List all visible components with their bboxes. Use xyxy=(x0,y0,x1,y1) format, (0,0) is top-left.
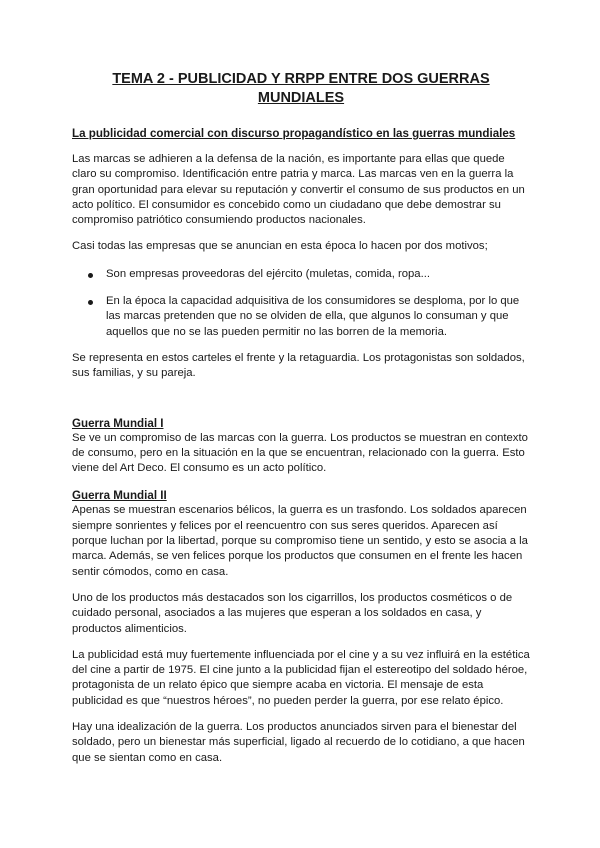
gm2-paragraph-2: Uno de los productos más destacados son los cigarrillos, los productos cosméticos o de cuidado personal, asociados a las mujeres que esperan a los soldados en casa, y productos alimenticios. xyxy=(72,591,513,635)
motives-lead: Casi todas las empresas que se anuncian en esta época lo hacen por dos motivos; xyxy=(72,240,488,253)
list-item-text: En la época la capacidad adquisitiva de los consumidores se desploma, por lo que las marcas pretenden que no se olviden de ella, que algunos lo consuman y que aquellos que no se las pueden permitir no las borren de la memoria. xyxy=(106,295,520,338)
motives-list xyxy=(72,267,530,340)
carteles-paragraph: Se representa en estos carteles el frente y la retaguardia. Los protagonistas son soldados, sus familias, y su pareja. xyxy=(72,351,525,380)
gm2-heading: Guerra Mundial II xyxy=(72,489,167,503)
list-item xyxy=(106,294,530,340)
document-title: TEMA 2 - PUBLICIDAD Y RRPP ENTRE DOS GUERRAS MUNDIALES xyxy=(112,71,490,106)
bullet-icon xyxy=(88,273,93,278)
bullet-icon xyxy=(88,300,93,305)
list-item xyxy=(106,267,530,282)
gm1-paragraph: Se ve un compromiso de las marcas con la guerra. Los productos se muestran en contexto de consumo, pero en la situación en la que se encuentran, relacionado con la guerra. Esto viene del Art Deco. El consumo es un acto político. xyxy=(72,431,528,475)
list-item-text: Son empresas proveedoras del ejército (muletas, comida, ropa... xyxy=(106,267,431,280)
gm2-paragraph-4: Hay una idealización de la guerra. Los productos anunciados sirven para el bienestar del soldado, pero un bienestar más superficial, ligado al recuerdo de lo cotidiano, a que hacen que se sientan como en casa. xyxy=(72,721,525,764)
gm2-paragraph-3: La publicidad está muy fuertemente influenciada por el cine y a su vez influirá en la estética del cine a partir de 1975. El cine junto a la publicidad fijan el estereotipo del soldado héroe, protagonista de un relato épico que siempre acaba en victoria. El mensaje de esta publicidad es que “nuestros héroes”, no pueden perder la guerra, por ese relato épico. xyxy=(72,648,530,707)
intro-paragraph: Las marcas se adhieren a la defensa de la nación, es importante para ellas que quede claro su compromiso. Identificación entre patria y marca. Las marcas ven en la guerra la gran oportunidad para elevar su reputación y convertir el consumo de sus productos en un acto político. El consumidor es concebido como un ciudadano que debe demostrar su compromiso patriótico consumiendo productos nacionales. xyxy=(72,153,525,227)
gm1-heading: Guerra Mundial I xyxy=(72,416,164,430)
gm2-paragraph-1: Apenas se muestran escenarios bélicos, la guerra es un trasfondo. Los soldados aparecen siempre sonrientes y felices por el reencuentro con sus seres queridos. Aparecen así porque luchan por la libertad, porque su compromiso tiene un sentido, y esto se asocia a la marca. Además, se ven felices porque los productos que consumen en el frente les hacen sentir cómodos, como en casa. xyxy=(72,504,528,578)
document-page xyxy=(72,70,530,766)
section-subtitle: La publicidad comercial con discurso propagandístico en las guerras mundiales xyxy=(72,127,516,140)
